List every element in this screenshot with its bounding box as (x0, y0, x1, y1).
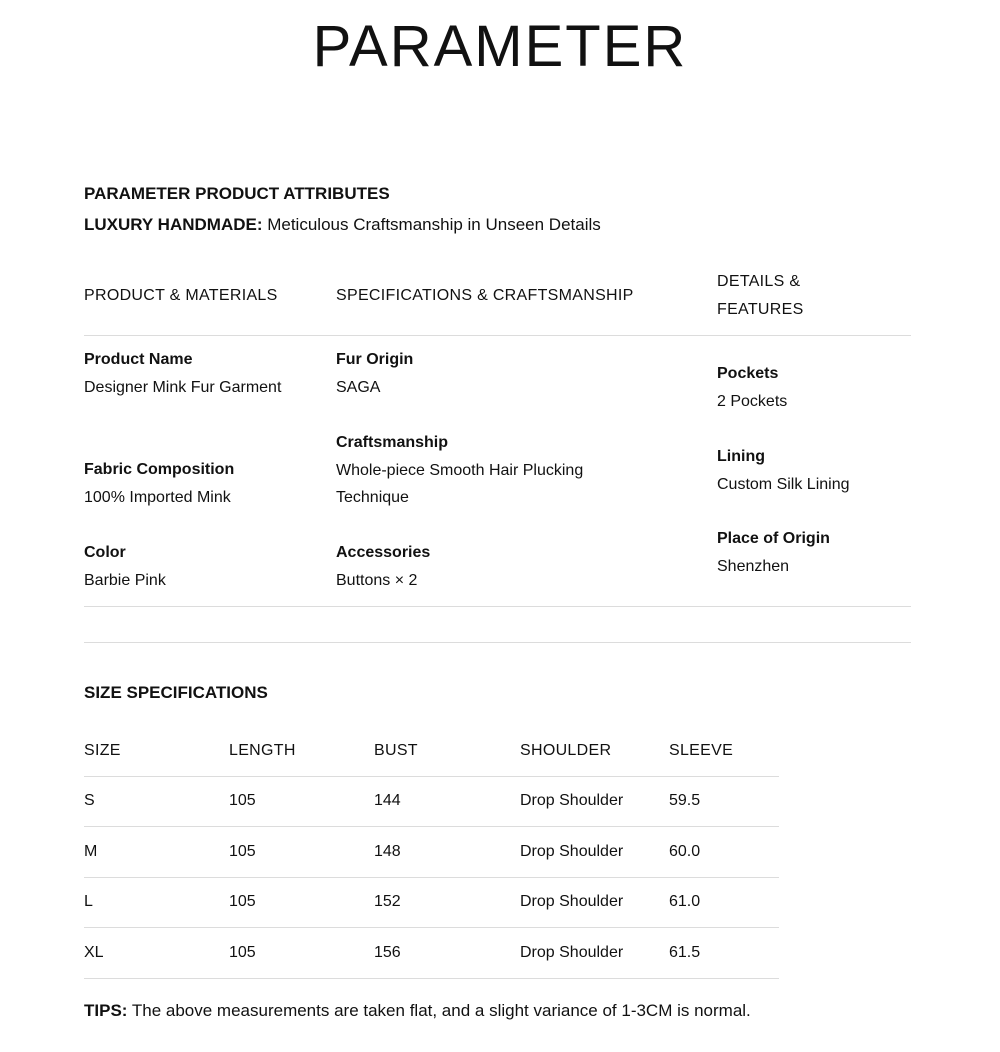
cell-sleeve: 59.5 (669, 776, 779, 827)
column-header-length: LENGTH (229, 741, 296, 759)
cell-bust: 144 (374, 776, 520, 827)
size-table-header-row (84, 726, 779, 776)
cell-length: 105 (229, 928, 374, 979)
cell-size: S (84, 776, 229, 827)
size-specifications-heading: SIZE SPECIFICATIONS (84, 683, 268, 702)
attribute-label: Place of Origin (717, 530, 830, 547)
attribute-accessories (336, 539, 636, 594)
attribute-lining (717, 443, 911, 498)
cell-shoulder: Drop Shoulder (520, 928, 669, 979)
attribute-value: Buttons × 2 (336, 571, 418, 589)
column-header-bust: BUST (374, 741, 418, 759)
attribute-label: Fur Origin (336, 351, 414, 368)
attribute-label: Accessories (336, 544, 431, 561)
tips-text: The above measurements are taken flat, and a slight variance of 1-3CM is normal. (127, 1001, 751, 1020)
column-header-specifications: SPECIFICATIONS & CRAFTSMANSHIP (336, 287, 634, 304)
cell-shoulder: Drop Shoulder (520, 776, 669, 827)
attribute-label: Craftsmanship (336, 434, 449, 451)
attribute-value: Whole-piece Smooth Hair Plucking Technique (336, 461, 584, 506)
table-row (84, 877, 779, 928)
attribute-label: Lining (717, 448, 765, 465)
attribute-label: Product Name (84, 351, 193, 368)
column-header-sleeve: SLEEVE (669, 741, 734, 759)
attribute-craftsmanship (336, 429, 626, 512)
attribute-place-of-origin (717, 525, 911, 580)
attributes-heading: PARAMETER PRODUCT ATTRIBUTES (84, 184, 390, 203)
column-header-shoulder: SHOULDER (520, 741, 612, 759)
attribute-value: 2 Pockets (717, 392, 788, 410)
cell-length: 105 (229, 877, 374, 928)
cell-shoulder: Drop Shoulder (520, 877, 669, 928)
page-title: PARAMETER (312, 14, 688, 79)
column-header-product-materials: PRODUCT & MATERIALS (84, 287, 278, 304)
attribute-value: Designer Mink Fur Garment (84, 378, 282, 396)
divider (84, 335, 911, 336)
cell-bust: 148 (374, 827, 520, 878)
cell-sleeve: 61.5 (669, 928, 779, 979)
attribute-pockets (717, 360, 911, 415)
divider (84, 606, 911, 607)
cell-bust: 156 (374, 928, 520, 979)
subtitle-rest: Meticulous Craftsmanship in Unseen Details (262, 215, 601, 234)
cell-bust: 152 (374, 877, 520, 928)
attribute-product-name (84, 346, 284, 401)
cell-sleeve: 60.0 (669, 827, 779, 878)
attribute-label: Fabric Composition (84, 461, 235, 478)
attribute-value: Barbie Pink (84, 571, 166, 589)
attribute-value: 100% Imported Mink (84, 488, 231, 506)
cell-length: 105 (229, 827, 374, 878)
attributes-subtitle (84, 214, 601, 236)
column-header-details: DETAILS & FEATURES (717, 273, 804, 318)
divider (84, 642, 911, 643)
cell-shoulder: Drop Shoulder (520, 827, 669, 878)
attribute-value: Shenzhen (717, 557, 790, 575)
tips-label: TIPS: (84, 1001, 128, 1020)
size-table (84, 726, 779, 979)
tips-note (84, 1000, 751, 1022)
subtitle-lead: LUXURY HANDMADE: (84, 215, 263, 234)
attribute-value: SAGA (336, 378, 381, 396)
table-row (84, 928, 779, 979)
attribute-fur-origin (336, 346, 636, 401)
cell-sleeve: 61.0 (669, 877, 779, 928)
attribute-label: Color (84, 544, 126, 561)
attribute-value: Custom Silk Lining (717, 475, 850, 493)
column-header-size: SIZE (84, 741, 121, 759)
cell-size: XL (84, 928, 229, 979)
attribute-color (84, 539, 324, 594)
cell-length: 105 (229, 776, 374, 827)
cell-size: L (84, 877, 229, 928)
attribute-fabric-composition (84, 456, 324, 511)
table-row (84, 827, 779, 878)
table-row (84, 776, 779, 827)
cell-size: M (84, 827, 229, 878)
attribute-label: Pockets (717, 365, 779, 382)
